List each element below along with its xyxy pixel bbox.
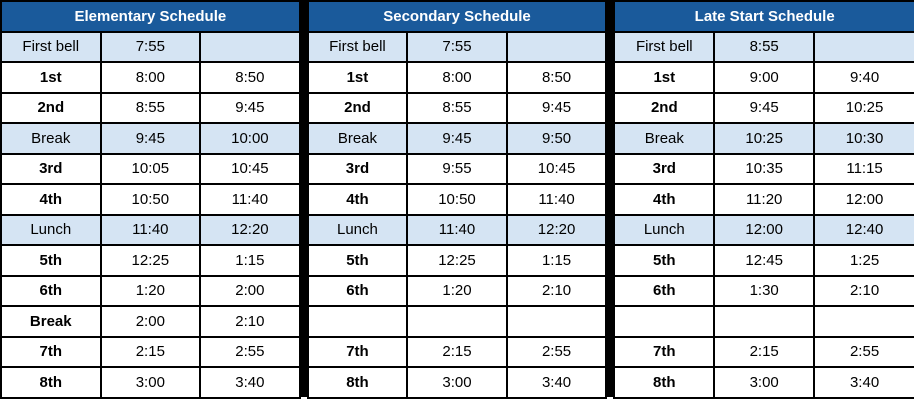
period-label-cell: Break: [614, 123, 714, 154]
start-time-cell: 7:55: [407, 32, 507, 63]
period-label-cell: 8th: [614, 367, 714, 398]
schedule-row-5th: [1, 245, 300, 276]
period-label-cell: First bell: [614, 32, 714, 63]
start-time-cell: 1:20: [407, 276, 507, 307]
start-time-cell: 2:00: [101, 306, 201, 337]
start-time-cell: 9:45: [407, 123, 507, 154]
end-time-cell: 12:00: [814, 184, 914, 215]
end-time-cell: 9:40: [814, 62, 914, 93]
start-time-cell: 10:35: [714, 154, 814, 185]
start-time-cell: 8:55: [714, 32, 814, 63]
period-label-cell: 1st: [1, 62, 101, 93]
period-label-cell: 4th: [614, 184, 714, 215]
start-time-cell: 8:00: [101, 62, 201, 93]
end-time-cell: [200, 32, 300, 63]
start-time-cell: 10:25: [714, 123, 814, 154]
schedule-header-row: [614, 1, 914, 32]
period-label-cell: Lunch: [1, 215, 101, 246]
period-label-cell: Break: [1, 123, 101, 154]
start-time-cell: 11:20: [714, 184, 814, 215]
period-label-cell: [308, 306, 408, 337]
period-label-cell: 5th: [308, 245, 408, 276]
period-label-cell: 8th: [1, 367, 101, 398]
period-label-cell: 4th: [308, 184, 408, 215]
schedule-row-lunch: [1, 215, 300, 246]
period-label-cell: 5th: [614, 245, 714, 276]
end-time-cell: 10:30: [814, 123, 914, 154]
end-time-cell: 10:45: [507, 154, 607, 185]
start-time-cell: 9:55: [407, 154, 507, 185]
schedule-title: Secondary Schedule: [308, 1, 607, 32]
start-time-cell: 2:15: [407, 337, 507, 368]
schedule-row-4th: [614, 184, 914, 215]
start-time-cell: 8:55: [101, 93, 201, 124]
period-label-cell: 3rd: [308, 154, 408, 185]
end-time-cell: 11:40: [200, 184, 300, 215]
start-time-cell: 8:00: [407, 62, 507, 93]
schedule-row-7th: [1, 337, 300, 368]
start-time-cell: 2:15: [101, 337, 201, 368]
period-label-cell: 3rd: [1, 154, 101, 185]
period-label-cell: 7th: [308, 337, 408, 368]
period-label-cell: 2nd: [614, 93, 714, 124]
schedule-row-empty: [308, 306, 607, 337]
start-time-cell: 8:55: [407, 93, 507, 124]
end-time-cell: 2:10: [814, 276, 914, 307]
schedule-row-break: [308, 123, 607, 154]
period-label-cell: 1st: [308, 62, 408, 93]
period-label-cell: 8th: [308, 367, 408, 398]
schedule-row-7th: [614, 337, 914, 368]
schedule-row-5th: [614, 245, 914, 276]
schedule-header-row: [1, 1, 300, 32]
period-label-cell: 6th: [1, 276, 101, 307]
start-time-cell: 12:45: [714, 245, 814, 276]
start-time-cell: 10:05: [101, 154, 201, 185]
start-time-cell: 3:00: [407, 367, 507, 398]
start-time-cell: 12:25: [407, 245, 507, 276]
schedule-row-3rd: [614, 154, 914, 185]
schedule-row-8th: [614, 367, 914, 398]
start-time-cell: 7:55: [101, 32, 201, 63]
start-time-cell: 12:00: [714, 215, 814, 246]
end-time-cell: 2:55: [200, 337, 300, 368]
schedule-table-elementary: [0, 0, 301, 399]
schedule-row-4th: [308, 184, 607, 215]
period-label-cell: 4th: [1, 184, 101, 215]
schedule-title: Late Start Schedule: [614, 1, 914, 32]
end-time-cell: [814, 306, 914, 337]
schedule-row-1st: [614, 62, 914, 93]
end-time-cell: 9:50: [507, 123, 607, 154]
schedule-table-secondary: [307, 0, 608, 399]
period-label-cell: Lunch: [308, 215, 408, 246]
schedule-row-break: [614, 123, 914, 154]
start-time-cell: 11:40: [101, 215, 201, 246]
end-time-cell: 8:50: [507, 62, 607, 93]
start-time-cell: 12:25: [101, 245, 201, 276]
end-time-cell: 1:15: [507, 245, 607, 276]
schedule-row-break: [1, 123, 300, 154]
start-time-cell: 11:40: [407, 215, 507, 246]
period-label-cell: First bell: [1, 32, 101, 63]
period-label-cell: Lunch: [614, 215, 714, 246]
end-time-cell: 9:45: [200, 93, 300, 124]
schedule-row-5th: [308, 245, 607, 276]
end-time-cell: 12:20: [507, 215, 607, 246]
schedule-column-elementary: [0, 0, 301, 399]
end-time-cell: 2:10: [507, 276, 607, 307]
start-time-cell: 3:00: [714, 367, 814, 398]
schedule-row-8th: [308, 367, 607, 398]
schedule-column-late-start: [613, 0, 914, 399]
period-label-cell: 7th: [1, 337, 101, 368]
schedule-column-secondary: [307, 0, 608, 399]
end-time-cell: [507, 32, 607, 63]
period-label-cell: [614, 306, 714, 337]
start-time-cell: 1:20: [101, 276, 201, 307]
start-time-cell: 9:45: [101, 123, 201, 154]
end-time-cell: 3:40: [814, 367, 914, 398]
end-time-cell: 10:45: [200, 154, 300, 185]
period-label-cell: 6th: [308, 276, 408, 307]
end-time-cell: 3:40: [200, 367, 300, 398]
end-time-cell: 9:45: [507, 93, 607, 124]
schedule-row-first-bell: [614, 32, 914, 63]
start-time-cell: 3:00: [101, 367, 201, 398]
schedule-row-empty: [614, 306, 914, 337]
schedule-row-lunch: [614, 215, 914, 246]
start-time-cell: 9:00: [714, 62, 814, 93]
start-time-cell: 9:45: [714, 93, 814, 124]
end-time-cell: [814, 32, 914, 63]
schedule-table-late-start: [613, 0, 914, 399]
period-label-cell: 5th: [1, 245, 101, 276]
start-time-cell: 2:15: [714, 337, 814, 368]
schedule-row-1st: [1, 62, 300, 93]
schedule-header-row: [308, 1, 607, 32]
schedule-row-first-bell: [1, 32, 300, 63]
schedule-title: Elementary Schedule: [1, 1, 300, 32]
end-time-cell: 11:15: [814, 154, 914, 185]
period-label-cell: Break: [308, 123, 408, 154]
period-label-cell: 2nd: [308, 93, 408, 124]
end-time-cell: 11:40: [507, 184, 607, 215]
schedule-row-2nd: [308, 93, 607, 124]
schedule-row-1st: [308, 62, 607, 93]
end-time-cell: 1:25: [814, 245, 914, 276]
period-label-cell: 1st: [614, 62, 714, 93]
schedule-row-3rd: [1, 154, 300, 185]
end-time-cell: 2:55: [507, 337, 607, 368]
schedule-row-2nd: [614, 93, 914, 124]
period-label-cell: 3rd: [614, 154, 714, 185]
schedule-row-8th: [1, 367, 300, 398]
period-label-cell: 2nd: [1, 93, 101, 124]
end-time-cell: 2:55: [814, 337, 914, 368]
schedule-row-break: [1, 306, 300, 337]
start-time-cell: 1:30: [714, 276, 814, 307]
end-time-cell: 12:40: [814, 215, 914, 246]
schedule-row-4th: [1, 184, 300, 215]
schedule-row-6th: [1, 276, 300, 307]
period-label-cell: 6th: [614, 276, 714, 307]
start-time-cell: 10:50: [407, 184, 507, 215]
end-time-cell: 8:50: [200, 62, 300, 93]
end-time-cell: 12:20: [200, 215, 300, 246]
period-label-cell: First bell: [308, 32, 408, 63]
end-time-cell: 10:25: [814, 93, 914, 124]
schedule-row-lunch: [308, 215, 607, 246]
start-time-cell: [714, 306, 814, 337]
end-time-cell: 2:00: [200, 276, 300, 307]
end-time-cell: 3:40: [507, 367, 607, 398]
schedule-row-6th: [614, 276, 914, 307]
end-time-cell: [507, 306, 607, 337]
start-time-cell: [407, 306, 507, 337]
schedule-row-3rd: [308, 154, 607, 185]
schedule-row-first-bell: [308, 32, 607, 63]
schedule-row-6th: [308, 276, 607, 307]
start-time-cell: 10:50: [101, 184, 201, 215]
end-time-cell: 2:10: [200, 306, 300, 337]
end-time-cell: 1:15: [200, 245, 300, 276]
schedule-row-7th: [308, 337, 607, 368]
end-time-cell: 10:00: [200, 123, 300, 154]
period-label-cell: 7th: [614, 337, 714, 368]
schedule-row-2nd: [1, 93, 300, 124]
period-label-cell: Break: [1, 306, 101, 337]
